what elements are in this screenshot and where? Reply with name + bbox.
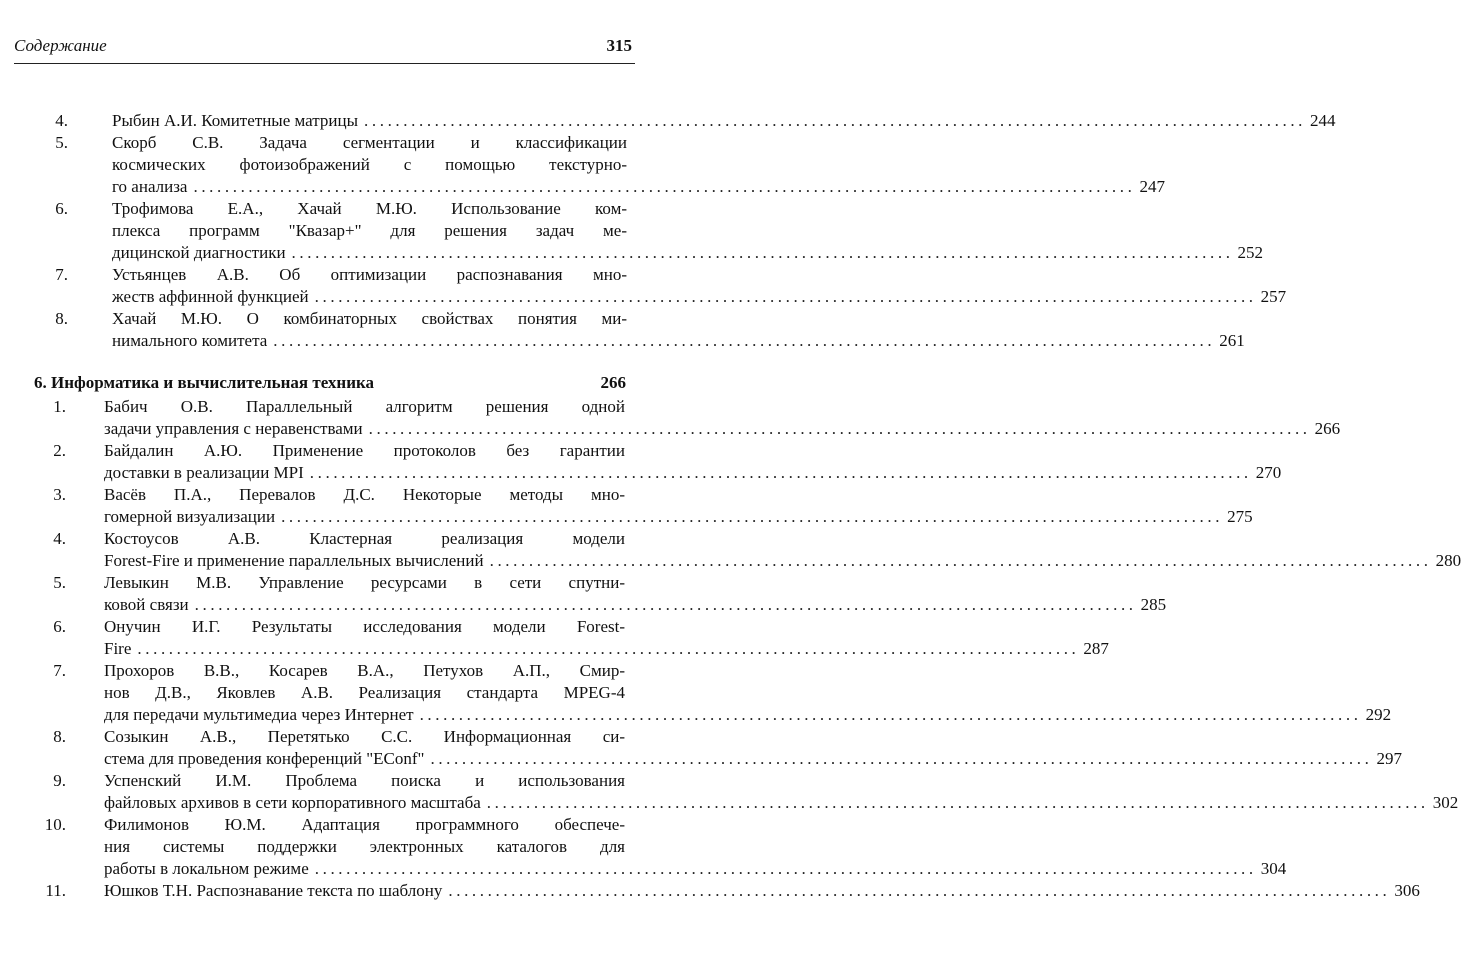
dot-leader: ........................................................................................................................ (281, 507, 1224, 526)
toc-entry-text: файловых архивов в сети корпоративного масштаба (104, 793, 481, 812)
toc-entry-text: Fire (104, 639, 132, 658)
toc-entry-number: 8. (53, 727, 66, 746)
toc-entry-text: дицинской диагностики (112, 243, 286, 262)
toc-entry-page: 257 (1260, 287, 1287, 306)
toc-entry-text: Рыбин А.И. Комитетные матрицы (112, 111, 359, 130)
dot-leader: ........................................................................................................................ (430, 749, 1373, 768)
toc-entry-last-line (104, 858, 1287, 880)
toc-entry-number: 10. (44, 815, 66, 834)
toc-entry-last-line (112, 176, 1165, 198)
dot-leader: ........................................................................................................................ (137, 639, 1080, 658)
dot-leader: ........................................................................................................................ (489, 551, 1432, 570)
toc-entry-page: 285 (1140, 595, 1167, 614)
toc-entry-text: Филимонов Ю.М. Адаптация программного обеспече- (104, 815, 625, 834)
toc-entry-page: 266 (1314, 419, 1341, 438)
toc-entry-text: нимального комитета (112, 331, 268, 350)
running-header (14, 36, 632, 56)
toc-entry-text: Трофимова Е.А., Хачай М.Ю. Использование ком- (112, 199, 627, 218)
section-page: 266 (600, 373, 626, 392)
toc-entry-page: 244 (1310, 111, 1336, 130)
section-number: 6. (34, 373, 47, 392)
toc-entry-text: ния системы поддержки электронных каталогов для (104, 837, 625, 856)
toc-entry-last-line (104, 550, 1461, 572)
dot-leader: ........................................................................................................................ (448, 881, 1391, 900)
toc-entry-last-line (112, 242, 1264, 264)
toc-entry-text: Forest-Fire и применение параллельных вычислений (104, 551, 484, 570)
toc-entry-last-line (104, 506, 1253, 528)
dot-leader: ........................................................................................................................ (364, 111, 1307, 130)
toc-entry-text: нов Д.В., Яковлев А.В. Реализация стандарта MPEG-4 (104, 683, 625, 702)
dot-leader: ........................................................................................................................ (273, 331, 1216, 350)
toc-entry-last-line (104, 880, 1420, 902)
toc-entry-text: работы в локальном режиме (104, 859, 309, 878)
toc-entry-page: 261 (1219, 331, 1245, 350)
toc-entry-page: 287 (1083, 639, 1109, 658)
toc-entry-last-line (104, 638, 1109, 660)
toc-entry-text: Созыкин А.В., Перетятько С.С. Информационная си- (104, 727, 625, 746)
header-rule (14, 63, 635, 64)
toc-entry-text: доставки в реализации MPI (104, 463, 304, 482)
toc-entry-page: 292 (1365, 705, 1392, 724)
toc-entry-page: 302 (1432, 793, 1459, 812)
toc-entry-number: 7. (55, 265, 68, 284)
toc-entry-text: Байдалин А.Ю. Применение протоколов без гарантии (104, 441, 625, 460)
dot-leader: ........................................................................................................................ (194, 595, 1137, 614)
toc-entry-text: Васёв П.А., Перевалов Д.С. Некоторые методы мно- (104, 485, 625, 504)
toc-entry-page: 280 (1435, 551, 1461, 570)
toc-entry-number: 8. (55, 309, 68, 328)
toc-entry-last-line (112, 110, 1336, 132)
toc-entry-text: ковой связи (104, 595, 189, 614)
dot-leader: ........................................................................................................................ (314, 287, 1257, 306)
toc-entry-text: задачи управления с неравенствами (104, 419, 363, 438)
toc-entry-number: 7. (53, 661, 66, 680)
section-title: Информатика и вычислительная техника (51, 373, 375, 392)
toc-entry-last-line (104, 594, 1167, 616)
dot-leader: ........................................................................................................................ (193, 177, 1136, 196)
toc-entry-page: 297 (1376, 749, 1402, 768)
toc-entry-page: 306 (1394, 881, 1420, 900)
dot-leader: ........................................................................................................................ (314, 859, 1257, 878)
toc-entry-text: жеств аффинной функцией (112, 287, 309, 306)
toc-entry-number: 6. (53, 617, 66, 636)
toc-entry-number: 3. (53, 485, 66, 504)
dot-leader: ........................................................................................................................ (419, 705, 1362, 724)
toc-entry-number: 5. (55, 133, 68, 152)
toc-entry-number: 6. (55, 199, 68, 218)
toc-entry-text: го анализа (112, 177, 188, 196)
toc-entry-text: Хачай М.Ю. О комбинаторных свойствах понятия ми- (112, 309, 627, 328)
toc-entry-text: космических фотоизображений с помощью текстурно- (112, 155, 627, 174)
toc-entry-last-line (112, 286, 1287, 308)
dot-leader: ........................................................................................................................ (309, 463, 1252, 482)
dot-leader: ........................................................................................................................ (368, 419, 1311, 438)
toc-entry-page: 304 (1260, 859, 1287, 878)
toc-entry-last-line (104, 792, 1459, 814)
toc-entry-number: 4. (55, 111, 68, 130)
toc-entry-text: стема для проведения конференций "EConf" (104, 749, 425, 768)
toc-entry-number: 4. (53, 529, 66, 548)
toc-entry-page: 252 (1237, 243, 1264, 262)
toc-entry-text: Онучин И.Г. Результаты исследования модели Forest- (104, 617, 625, 636)
toc-entry-text: гомерной визуализации (104, 507, 276, 526)
toc-entry-text: Юшков Т.Н. Распознавание текста по шаблону (104, 881, 443, 900)
toc-entry-text: Бабич О.В. Параллельный алгоритм решения одной (104, 397, 625, 416)
dot-leader: ........................................................................................................................ (291, 243, 1234, 262)
toc-entry-text: Устьянцев А.В. Об оптимизации распознавания мно- (112, 265, 627, 284)
dot-leader: ........................................................................................................................ (486, 793, 1429, 812)
toc-entry-text: Прохоров В.В., Косарев В.А., Петухов А.П., Смир- (104, 661, 625, 680)
toc-entry-text: Успенский И.М. Проблема поиска и использования (104, 771, 625, 790)
running-header-title: Содержание (14, 36, 107, 55)
toc-entry-text: плекса программ "Квазар+" для решения задач ме- (112, 221, 627, 240)
toc-entry-number: 1. (53, 397, 66, 416)
toc-entry-number: 2. (53, 441, 66, 460)
toc-entry-last-line (104, 704, 1392, 726)
toc-entry-page: 270 (1255, 463, 1282, 482)
toc-entry-last-line (104, 462, 1282, 484)
toc-entry-text: для передачи мультимедиа через Интернет (104, 705, 414, 724)
running-header-page-number: 315 (606, 36, 632, 55)
toc-entry-text: Левыкин М.В. Управление ресурсами в сети спутни- (104, 573, 625, 592)
toc-entry-page: 275 (1227, 507, 1253, 526)
toc-entry-page: 247 (1139, 177, 1165, 196)
section-heading (34, 372, 626, 394)
toc-entry-last-line (104, 418, 1341, 440)
toc-entry-number: 11. (45, 881, 66, 900)
toc-entry-last-line (104, 748, 1402, 770)
toc-entry-text: Скорб С.В. Задача сегментации и классификации (112, 133, 627, 152)
toc-entry-last-line (112, 330, 1245, 352)
toc-entry-number: 9. (53, 771, 66, 790)
toc-entry-text: Костоусов А.В. Кластерная реализация модели (104, 529, 625, 548)
toc-entry-number: 5. (53, 573, 66, 592)
